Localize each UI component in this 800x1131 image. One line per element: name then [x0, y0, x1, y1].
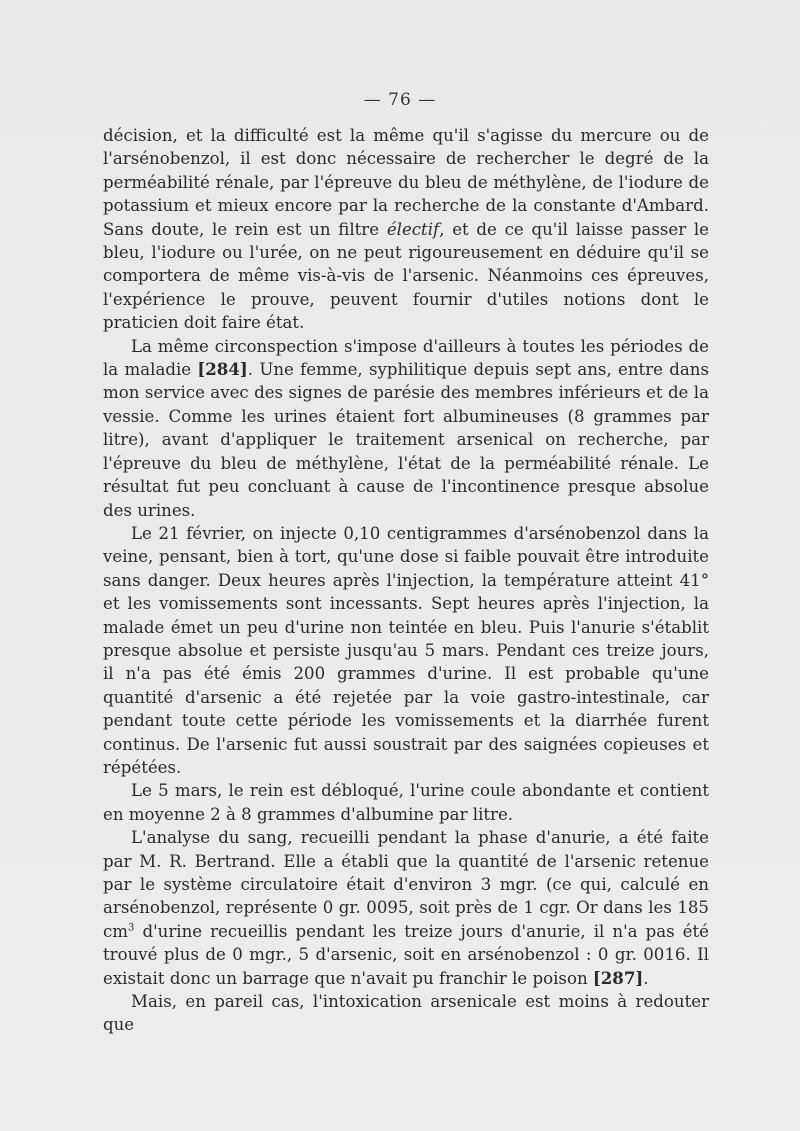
superscript-3: 3 [128, 922, 135, 934]
paragraph-5-text-a: L'analyse du sang, recueilli pendant la phase d'anurie, a été faite par M. R. Bertrand. Elle a établi que la quantité de l'arsenic retenue par le système circulatoire était d'environ 3 mgr. (ce qui, calculé en arsénobenzol, représente 0 gr. 0095, soit près de 1 cgr. Or dans les 185 cm [103, 828, 709, 941]
paragraph-1 [103, 124, 709, 335]
paragraph-1-emphasis: électif [386, 219, 440, 239]
paragraph-1-text-b: , et de ce qu'il laisse passer le bleu, l'iodure ou l'urée, on ne peut rigoureusement en déduire qu'il se comportera de même vis-à-vis de l'arsenic. Néanmoins ces épreuves, l'expérience le prouve, peuvent fournir d'utiles notions dont le praticien doit faire état. [103, 219, 709, 333]
paragraph-2-text-b: . Une femme, syphilitique depuis sept ans, entre dans mon service avec des signes de parésie des membres inférieurs et de la vessie. Comme les urines étaient fort albumineuses (8 grammes par litre), avant d'appliquer le traitement arsenical on recherche, par l'épreuve du bleu de méthylène, l'état de la perméabilité rénale. Le résultat fut peu concluant à cause de l'incontinence presque absolue des urines. [103, 360, 709, 520]
paragraph-5-text-b: d'urine recueillis pendant les treize jours d'anurie, il n'a pas été trouvé plus de 0 mgr., 5 d'arsenic, soit en arsénobenzol : 0 gr. 0016. Il existait donc un barrage que n'avait pu franchir le poison [103, 921, 709, 988]
paragraph-6: Mais, en pareil cas, l'intoxication arsenicale est moins à redouter que [103, 992, 709, 1035]
reference-287: [287] [592, 967, 644, 988]
paragraph-3: Le 21 février, on injecte 0,10 centigrammes d'arsénobenzol dans la veine, pensant, bien à tort, qu'une dose si faible pouvait être introduite sans danger. Deux heures après l'injection, la température atteint 41° et les vomissements sont incessants. Sept heures après l'injection, la malade émet un peu d'urine non teintée en bleu. Puis l'anurie s'établit presque absolue et persiste jusqu'au 5 mars. Pendant ces treize jours, il n'a pas été émis 200 grammes d'urine. Il est probable qu'une quantité d'arsenic a été rejetée par la voie gastro-intestinale, car pendant toute cette période les vomissements et la diarrhée furent continus. De l'arsenic fut aussi soustrait par des saignées copieuses et répétées. [103, 523, 709, 777]
page-number: — 76 — [363, 90, 437, 110]
paragraph-5 [103, 826, 709, 990]
paragraph-5-text-c: . [643, 968, 649, 988]
paragraph-1-text-a: décision, et la difficulté est la même qu'il s'agisse du mercure ou de l'arsénobenzol, il est donc nécessaire de rechercher le degré de la perméabilité rénale, par l'épreuve du bleu de méthylène, de l'iodure de potassium et mieux encore par la recherche de la constante d'Ambard. Sans doute, le rein est un filtre [103, 126, 709, 239]
reference-284: [284] [197, 359, 248, 380]
paragraph-4: Le 5 mars, le rein est débloqué, l'urine coule abondante et contient en moyenne 2 à 8 grammes d'albumine par litre. [103, 781, 709, 824]
paragraph-2-text-a: La même circonspection s'impose d'ailleurs à toutes les périodes de la maladie [103, 336, 709, 380]
paragraph-2 [103, 335, 709, 522]
body-text [103, 124, 709, 1037]
